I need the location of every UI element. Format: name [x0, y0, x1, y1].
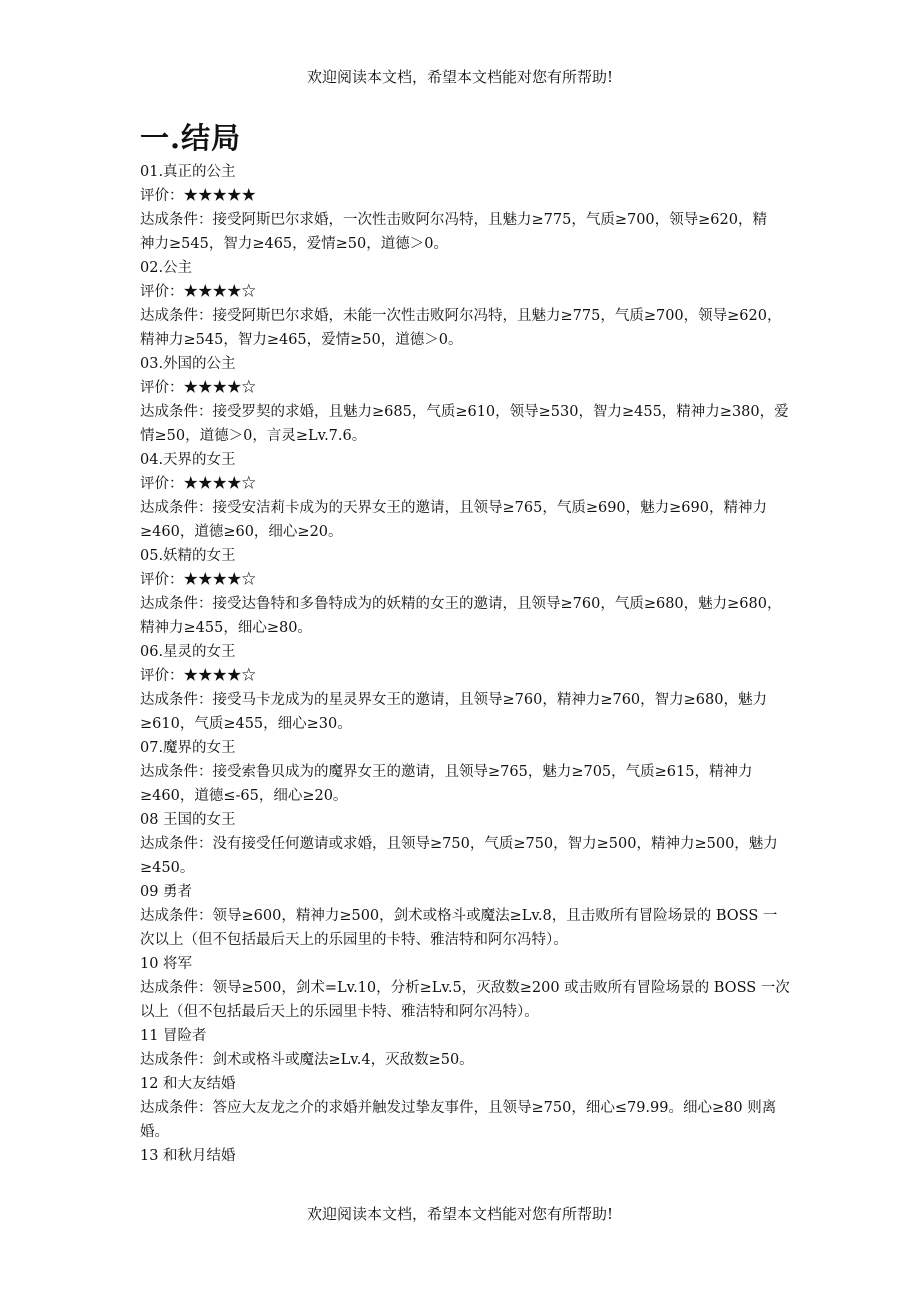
text-line: 达成条件：接受索鲁贝成为的魔界女王的邀请，且领导≥765，魅力≥705，气质≥615，精神力 [140, 764, 753, 780]
document-body [140, 118, 790, 1168]
text-line: 达成条件：接受阿斯巴尔求婚，未能一次性击败阿尔冯特，且魅力≥775，气质≥700，领导≥620， [140, 308, 782, 324]
text-line: ≥460，道德≤-65，细心≥20。 [140, 788, 348, 804]
text-line: 精神力≥455，细心≥80。 [140, 620, 312, 636]
text-line: 02.公主 [140, 260, 193, 276]
text-line: 评价：★★★★☆ [140, 668, 256, 684]
text-line: 达成条件：答应大友龙之介的求婚并触发过挚友事件，且领导≥750，细心≤79.99。细心≥80 则离 [140, 1100, 777, 1116]
text-line: 评价：★★★★☆ [140, 284, 256, 300]
text-line: 达成条件：接受安洁莉卡成为的天界女王的邀请，且领导≥765，气质≥690，魅力≥690，精神力 [140, 500, 767, 516]
text-line: 05.妖精的女王 [140, 548, 236, 564]
text-line: 06.星灵的女王 [140, 644, 236, 660]
text-line: 婚。 [140, 1124, 169, 1140]
text-line: 达成条件：接受阿斯巴尔求婚，一次性击败阿尔冯特，且魅力≥775，气质≥700，领导≥620，精 [140, 212, 767, 228]
text-lines [140, 160, 790, 1168]
text-line: 达成条件：剑术或格斗或魔法≥Lv.4，灭敌数≥50。 [140, 1052, 474, 1068]
text-line: 01.真正的公主 [140, 164, 236, 180]
text-line: 达成条件：领导≥500，剑术=Lv.10，分析≥Lv.5，灭敌数≥200 或击败所有冒险场景的 BOSS 一次 [140, 980, 790, 996]
text-line: 次以上（但不包括最后天上的乐园里的卡特、雅洁特和阿尔冯特）。 [140, 932, 568, 948]
text-line: 达成条件：接受达鲁特和多鲁特成为的妖精的女王的邀请，且领导≥760，气质≥680，魅力≥680， [140, 596, 782, 612]
text-line: 评价：★★★★☆ [140, 572, 256, 588]
text-line: 达成条件：接受马卡龙成为的星灵界女王的邀请，且领导≥760，精神力≥760，智力≥680，魅力 [140, 692, 767, 708]
text-line: 评价：★★★★☆ [140, 476, 256, 492]
text-line: ≥460，道德≥60，细心≥20。 [140, 524, 343, 540]
page-footer: 欢迎阅读本文档，希望本文档能对您有所帮助! [306, 1205, 614, 1223]
text-line: 达成条件：接受罗契的求婚，且魅力≥685，气质≥610，领导≥530，智力≥455，精神力≥380，爱 [140, 404, 789, 420]
text-line: 神力≥545，智力≥465，爱情≥50，道德＞0。 [140, 236, 448, 252]
text-line: 04.天界的女王 [140, 452, 236, 468]
text-line: 以上（但不包括最后天上的乐园里卡特、雅洁特和阿尔冯特）。 [140, 1004, 539, 1020]
text-line: 评价：★★★★☆ [140, 380, 256, 396]
text-line: 08 王国的女王 [140, 812, 236, 828]
text-line: 达成条件：没有接受任何邀请或求婚，且领导≥750，气质≥750，智力≥500，精神力≥500，魅力 [140, 836, 778, 852]
text-line: 12 和大友结婚 [140, 1076, 236, 1092]
text-line: 11 冒险者 [140, 1028, 207, 1044]
text-line: ≥610，气质≥455，细心≥30。 [140, 716, 352, 732]
text-line: 03.外国的公主 [140, 356, 236, 372]
text-line: 情≥50，道德＞0，言灵≥Lv.7.6。 [140, 428, 367, 444]
text-line: ≥450。 [140, 860, 195, 876]
text-line: 达成条件：领导≥600，精神力≥500，剑术或格斗或魔法≥Lv.8，且击败所有冒险场景的 BOSS 一 [140, 908, 778, 924]
text-line: 评价：★★★★★ [140, 188, 256, 204]
text-line: 10 将军 [140, 956, 193, 972]
text-line: 精神力≥545，智力≥465，爱情≥50，道德＞0。 [140, 332, 463, 348]
page-header: 欢迎阅读本文档，希望本文档能对您有所帮助! [306, 68, 614, 86]
section-title: 一.结局 [140, 121, 242, 155]
text-line: 07.魔界的女王 [140, 740, 236, 756]
text-line: 09 勇者 [140, 884, 193, 900]
text-line: 13 和秋月结婚 [140, 1148, 236, 1164]
